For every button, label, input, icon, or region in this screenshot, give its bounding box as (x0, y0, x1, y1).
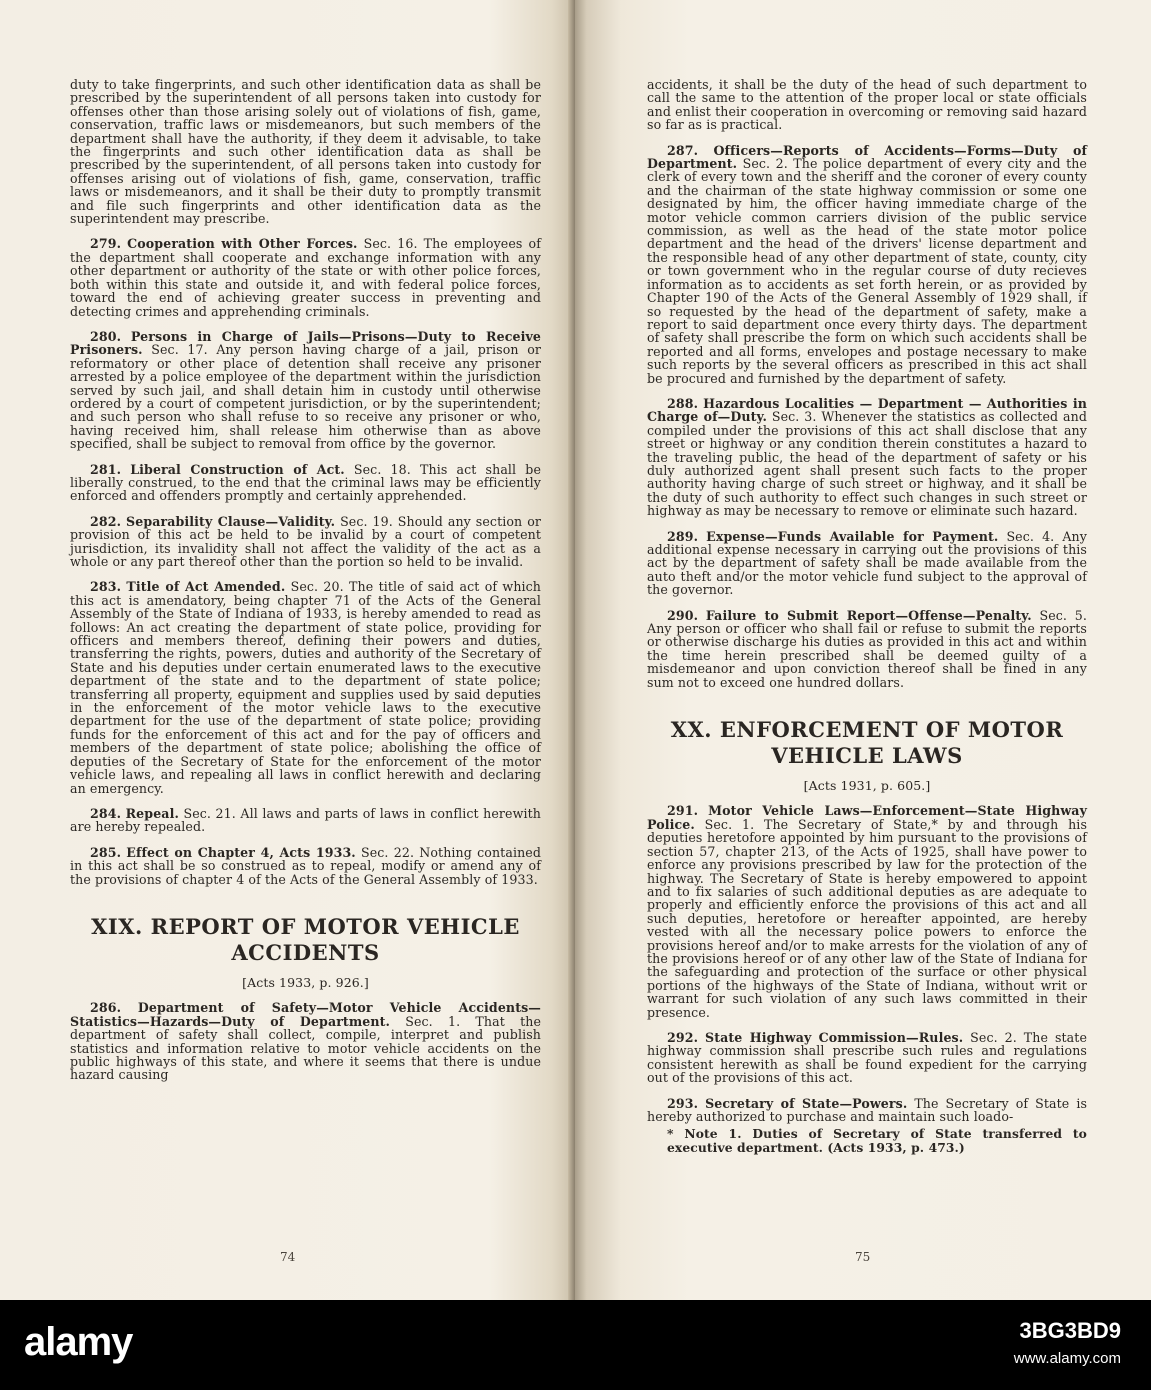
chapter-title-xx (647, 717, 1087, 769)
section-280: 280. Persons in Charge of Jails—Prisons—Duty to Receive Prisoners. Sec. 17. Any person having charge of a jail, prison or reformatory or other place of detention shall receive any prisoner arrested by a police employee of the department within the jurisdiction served by such jail, and shall detain him in custody until otherwise ordered by a court of competent jurisdiction, or by the superintendent; and such person who shall refuse to so receive any prisoner or who, having received him, shall release him otherwise than as above specified, shall be subject to removal from office by the governor. (70, 328, 541, 452)
watermark-image-id: 3BG3BD9 (1019, 1318, 1121, 1343)
section-286: 286. Department of Safety—Motor Vehicle Accidents—Statistics—Hazards—Duty of Department. Sec. 1. That the department of safety shall collect, compile, interpret and publish statistics and information relative to motor vehicle accidents on the public highways of this state, and where it seems that there is undue hazard causing (70, 1000, 541, 1083)
right-page (575, 0, 1151, 1300)
acts-reference: [Acts 1933, p. 926.] (242, 974, 369, 990)
paragraph: duty to take fingerprints, and such other identification data as shall be prescribed by the superintendent of all persons taken into custody for offenses other than those arising solely out of violations of fish, game, conservation, traffic laws or misdemeanors, but such members of the department shall have the authority, if they deem it advisable, to take the fingerprints and such other identification data as shall be prescribed by the superintendent, of all persons taken into custody for offenses arising out of violations of fish, game, conservation, traffic laws or misdemeanors, and it shall be their duty to promptly transmit and file such fingerprints and other identification data as the superintendent may prescribe. (70, 77, 541, 227)
section-289: 289. Expense—Funds Available for Payment. Sec. 4. Any additional expense necessary in carrying out the provisions of this act by the department of safety shall be made available from the auto theft and/or the motor vehicle fund subject to the approval of the governor. (647, 528, 1087, 598)
paragraph: accidents, it shall be the duty of the head of such department to call the same to the attention of the proper local or state officials and enlist their cooperation in overcoming or removing said hazard so far as is practical. (647, 77, 1087, 133)
section-281: 281. Liberal Construction of Act. Sec. 18. This act shall be liberally construed, to the end that the criminal laws may be efficiently enforced and offenders promptly and certainly apprehended. (70, 461, 542, 504)
section-292: 292. State Highway Commission—Rules. Sec. 2. The state highway commission shall prescribe such rules and regulations consistent herewith as shall be found expedient for the carrying out of the provisions of this act. (647, 1029, 1087, 1086)
watermark-bar (0, 1300, 1151, 1390)
right-page-body (647, 78, 1087, 1154)
section-291: 291. Motor Vehicle Laws—Enforcement—State Highway Police. Sec. 1. The Secretary of State,* by and through his deputies heretofore appointed by him pursuant to the provisions of section 57, chapter 213, of the Acts of 1925, shall have power to enforce any provisions prescribed by law for the protection of the highway. The Secretary of State is hereby empowered to appoint and to fix salaries of such additional deputies as are adequate to properly and efficiently enforce the provisions of this act and all such deputies, heretofore or hereafter appointed, are hereby vested with all the necessary police powers to enforce the provisions hereof and/or to make arrests for the violation of any of the provisions hereof or of any other law of the State of Indiana for the safeguarding and protection of the surface or other physical portions of the highways of the State of Indiana, without writ or warrant for such violation of any such laws committed in their presence. (647, 803, 1088, 1020)
footnote-reference: (Acts 1933, p. 473.) (827, 1139, 965, 1155)
section-284: 284. Repeal. Sec. 21. All laws and parts of laws in conflict herewith are hereby repealed. (70, 805, 541, 835)
watermark-logo: alamy (24, 1320, 133, 1364)
section-293: 293. Secretary of State—Powers. The Secretary of State is hereby authorized to purchase and maintain such loado- (647, 1095, 1088, 1124)
section-287: 287. Officers—Reports of Accidents—Forms—Duty of Department. Sec. 2. The police department of every city and the clerk of every town and the sheriff and the coroner of every county and the chairman of the state highway commission or some one designated by him, the officer having immediate charge of the motor vehicle common carriers division of the public service commission, as well as the head of the state motor police department and the head of the drivers' license department and the responsible head of any other department of state, county, city or town government who in the regular course of duty recieves information as to accidents as set forth herein, or as provided by Chapter 190 of the Acts of the General Assembly of 1929 shall, if so requested by the head of the department of safety, make a report to said department once every thirty days. The department of safety shall prescribe the form on which such accidents shall be reported and all forms, envelopes and postage necessary to make such reports by the several officers as prescribed in this act shall be procured and furnished by the department of safety. (647, 142, 1088, 386)
chapter-title-line: XIX. REPORT OF MOTOR VEHICLE (91, 913, 520, 939)
page-number: 75 (855, 1250, 871, 1264)
chapter-title-xix (70, 914, 541, 966)
chapter-title-line: VEHICLE LAWS (771, 743, 963, 769)
watermark-url: www.alamy.com (1013, 1350, 1121, 1367)
left-page-body (70, 78, 541, 1082)
page-number: 74 (280, 1250, 296, 1264)
section-288: 288. Hazardous Localities — Department — Authorities in Charge of—Duty. Sec. 3. Whenever the statistics as collected and compiled under the provisions of this act shall disclose that any street or highway or any condition therein constitutes a hazard to the traveling public, the head of the department of safety or his duly authorized agent shall present such facts to the proper authority having charge of such street or highway, and it shall be the duty of such authority to effect such changes in such street or highway as may be necessary to remove or eliminate such hazard. (647, 395, 1087, 519)
chapter-title-line: ACCIDENTS (231, 939, 380, 965)
section-290: 290. Failure to Submit Report—Offense—Penalty. Sec. 5. Any person or officer who shall fail or refuse to submit the reports or otherwise discharge his duties as provided in this act and within the time herein prescribed shall be deemed guilty of a misdemeanor and upon conviction thereof shall be fined in any sum not to exceed one hundred dollars. (647, 607, 1087, 690)
section-282: 282. Separability Clause—Validity. Sec. 19. Should any section or provision of this act be held to be invalid by a court of competent jurisdiction, its invalidity shall not affect the validity of the act as a whole or any part thereof other than the portion so held to be invalid. (70, 513, 541, 569)
section-279: 279. Cooperation with Other Forces. Sec. 16. The employees of the department shall cooperate and exchange information with any other department or authority of the state or with other police forces, both within this state and outside it, and with federal police forces, toward the end of achieving greater success in preventing and detecting crimes and apprehending criminals. (70, 236, 541, 319)
footnote (647, 1127, 1087, 1154)
footnote-text: * Note 1. Duties of Secretary of State transferred to executive department. (667, 1126, 1087, 1155)
left-page (0, 0, 575, 1300)
acts-reference: [Acts 1931, p. 605.] (803, 778, 931, 794)
section-283: 283. Title of Act Amended. Sec. 20. The title of said act of which this act is amendatory, being chapter 71 of the Acts of the General Assembly of the State of Indiana of 1933, is hereby amended to read as follows: An act creating the department of state police, providing for officers and members thereof, defining their powers and duties, transferring the rights, powers, duties and authority of the Secretary of State and his deputies under certain enumerated laws to the executive department of the state and to the department of state police; transferring all property, equipment and supplies used by said deputies in the enforcement of the motor vehicle laws to the executive department for the use of the department of state police; providing funds for the enforcement of this act and for the pay of officers and members of the department of state police; abolishing the office of deputies of the Secretary of State for the enforcement of the motor vehicle laws, and repealing all laws in conflict herewith and declaring an emergency. (70, 579, 542, 796)
chapter-title-line: XX. ENFORCEMENT OF MOTOR (670, 717, 1064, 743)
section-285: 285. Effect on Chapter 4, Acts 1933. Sec. 22. Nothing contained in this act shall be so construed as to repeal, modify or amend any of the provisions of chapter 4 of the Acts of the General Assembly of 1933. (70, 844, 541, 887)
